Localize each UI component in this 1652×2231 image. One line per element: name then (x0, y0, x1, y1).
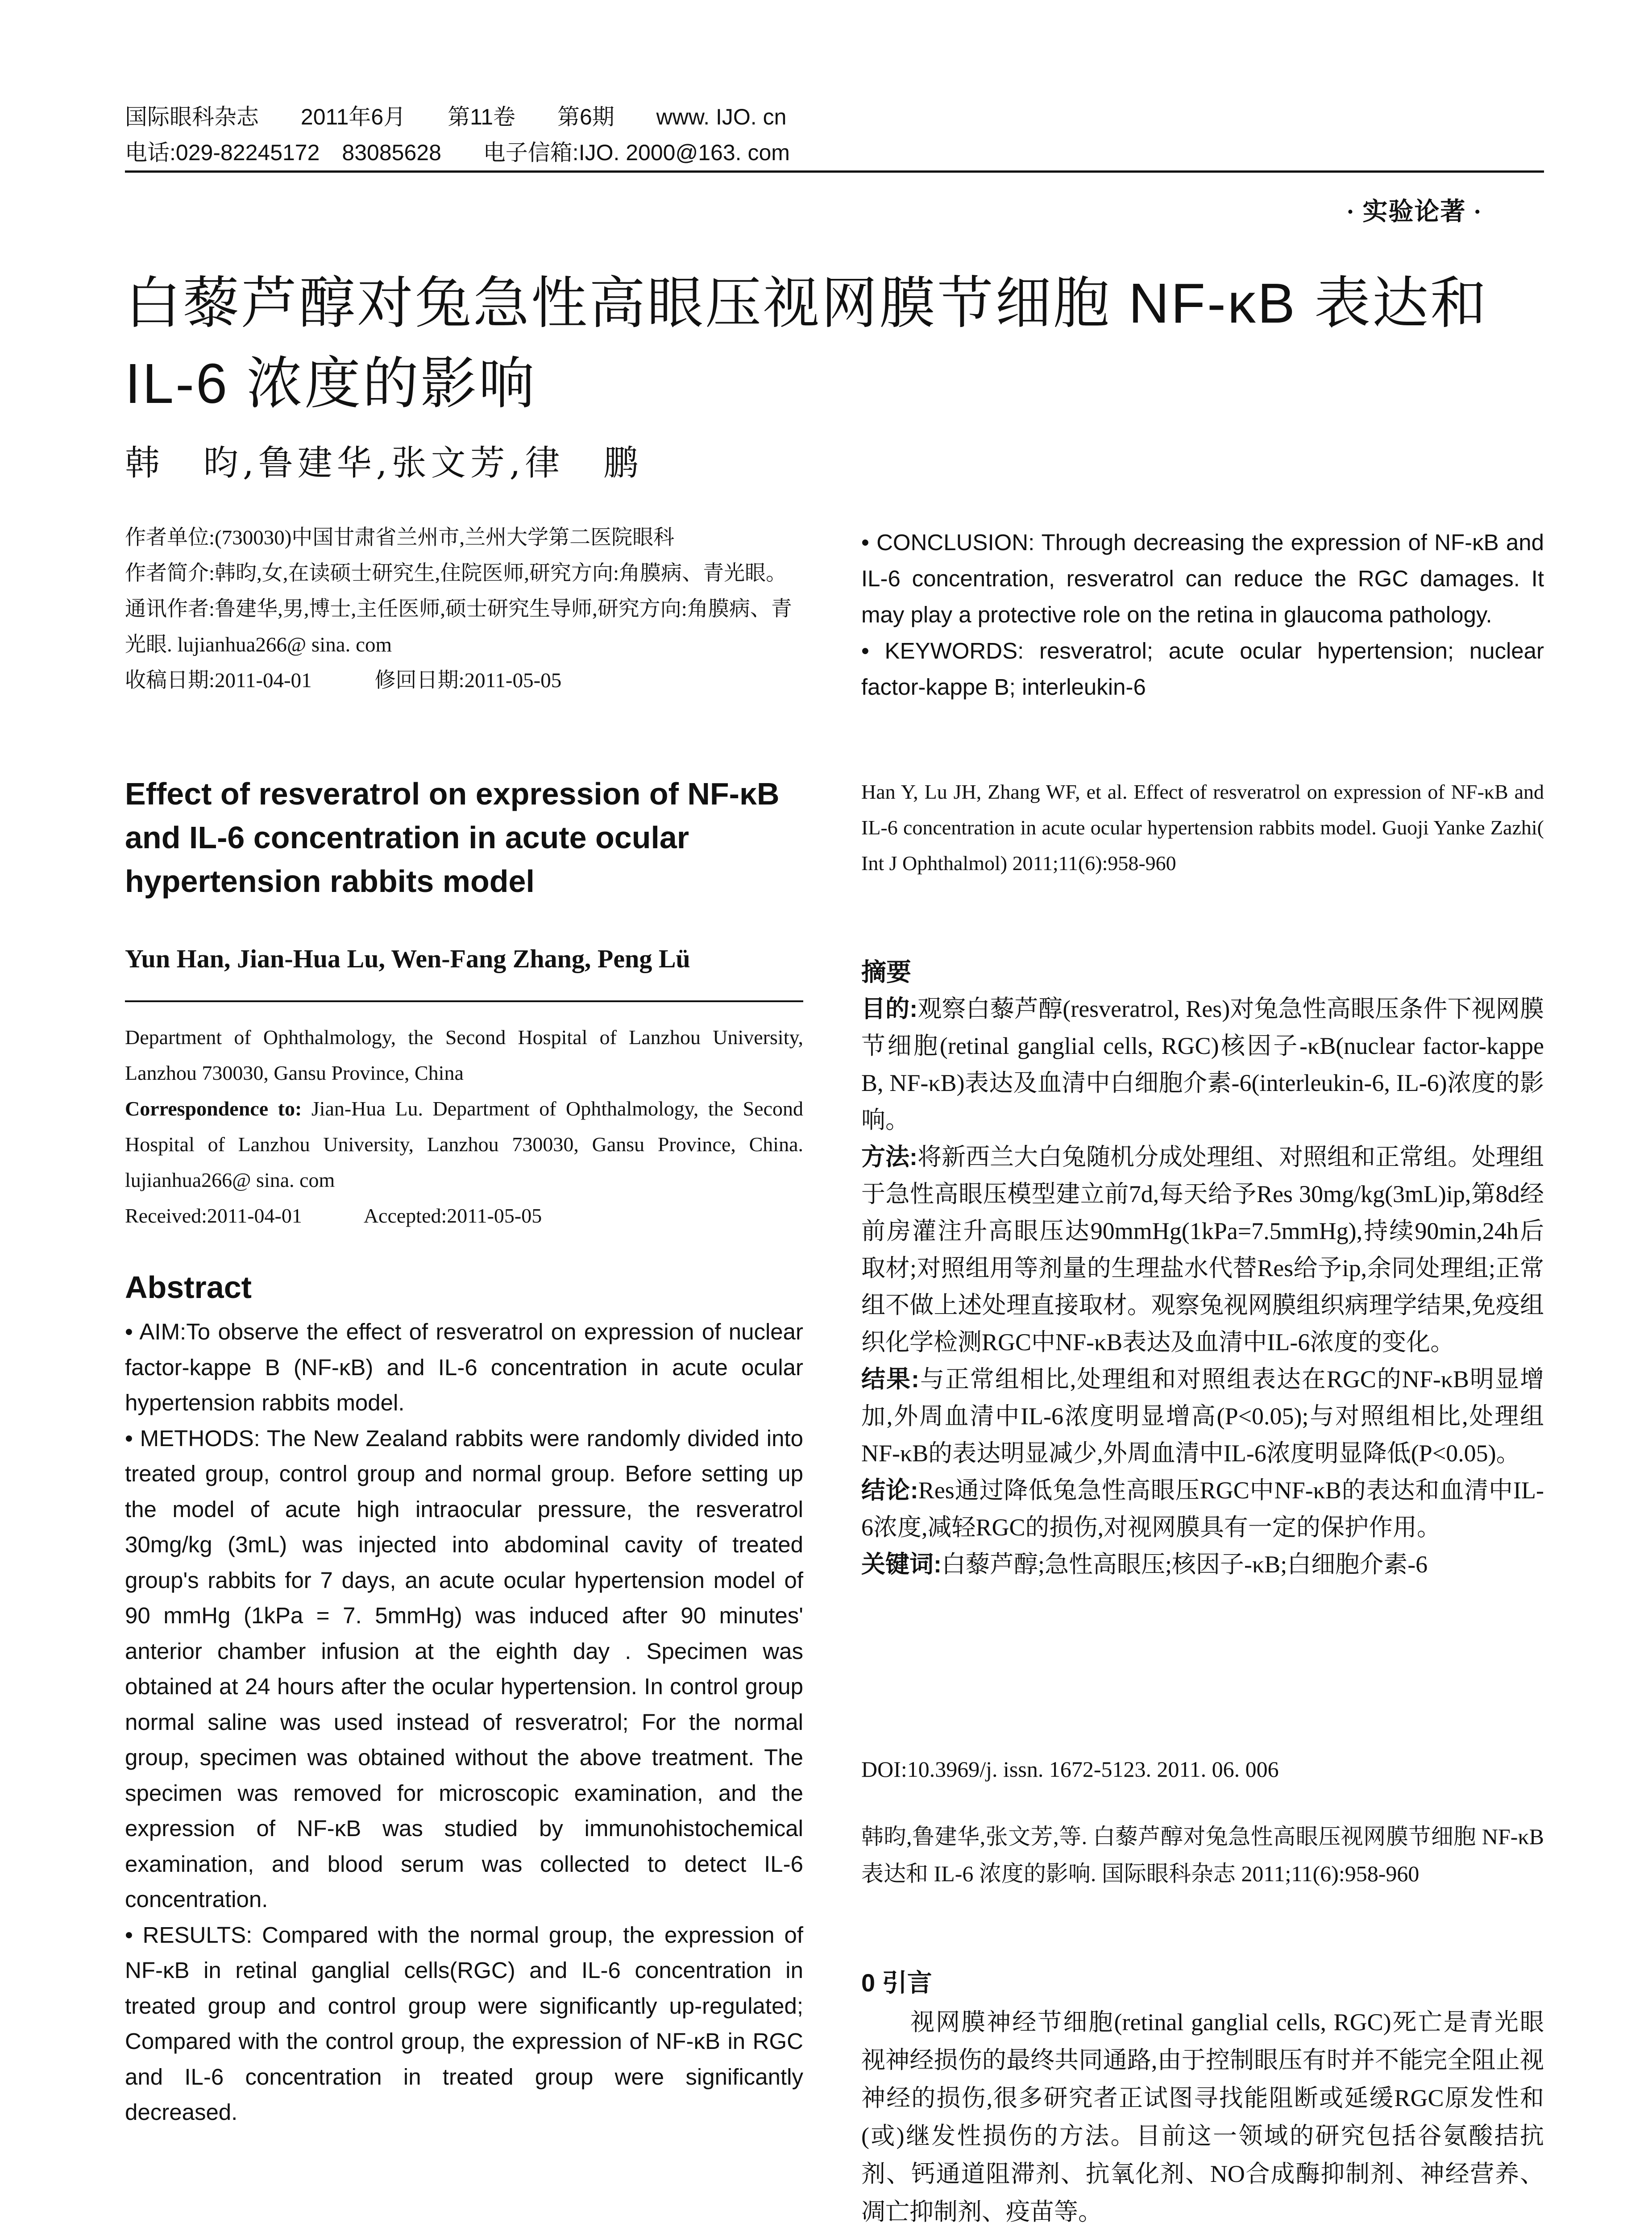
author-info (125, 520, 803, 698)
abstract-aim: • AIM:To observe the effect of resveratrol on expression of nuclear factor-kappe B (NF-κB) and IL-6 concentration in acute ocular hypertension rabbits model. (125, 1319, 803, 1415)
correspondence-en (125, 1091, 803, 1198)
doi: DOI:10.3969/j. issn. 1672-5123. 2011. 06. 006 (861, 1757, 1279, 1782)
abstract-cn-conclusion (861, 1472, 1544, 1546)
intro-heading: 0 引言 (861, 1969, 932, 1997)
abstract-en-continued (861, 524, 1544, 705)
journal-header (125, 99, 1544, 170)
conclusion-text: Res通过降低兔急性高眼压RGC中NF-κB的表达和血清中IL-6浓度,减轻RGC的损伤,对视网膜具有一定的保护作用。 (861, 1477, 1544, 1541)
methods-label: 方法: (861, 1144, 917, 1170)
keywords-text: 白藜芦醇;急性高眼压;核因子-κB;白细胞介素-6 (941, 1551, 1428, 1578)
authors-en: Yun Han, Jian-Hua Lu, Wen-Fang Zhang, Peng Lü (125, 944, 690, 973)
abstract-cn-keywords (861, 1546, 1544, 1583)
abstract-en (125, 1314, 803, 2130)
received-dates-cn: 收稿日期:2011-04-01 修回日期:2011-05-05 (125, 669, 562, 692)
correspondence-text: Jian-Hua Lu. Department of Ophthalmology, the Second Hospital of Lanzhou University, Lanzhou 730030, Gansu Province, China. lujianhua266@ sina. com (125, 1097, 803, 1191)
section-tag: · 实验论著 · (1346, 198, 1482, 226)
email: 电子信箱:IJO. 2000@163. com (483, 140, 790, 165)
journal-name: 国际眼科杂志 (125, 104, 259, 129)
authors-divider (125, 1000, 803, 1002)
citation-en: Han Y, Lu JH, Zhang WF, et al. Effect of resveratrol on expression of NF-κB and IL-6 concentration in acute ocular hypertension rabbits model. Guoji Yanke Zazhi( Int J Ophthalmol) 2011;11(6):958-960 (861, 780, 1544, 875)
department-info (125, 1020, 803, 1234)
intro-paragraph: 视网膜神经节细胞(retinal ganglial cells, RGC)死亡是青光眼视神经损伤的最终共同通路,由于控制眼压有时并不能完全阻止视神经的损伤,很多研究者正试图寻找能阻断或延缓RGC原发性和(或)继发性损伤的方法。目前这一领域的研究包括谷氨酸拮抗剂、钙通道阻滞剂、抗氧化剂、NO合成酶抑制剂、神经营养、凋亡抑制剂、疫苗等。 (861, 2009, 1544, 2225)
authors-cn: 韩 昀,鲁建华,张文芳,律 鹏 (125, 443, 643, 483)
aim-label: 目的: (861, 995, 918, 1022)
abstract-cn-aim (861, 991, 1544, 1139)
corresponding-author: 通讯作者:鲁建华,男,博士,主任医师,硕士研究生导师,研究方向:角膜病、青光眼. lujianhua266@ sina. com (125, 597, 792, 656)
abstract-cn (861, 991, 1544, 1583)
abstract-methods: • METHODS: The New Zealand rabbits were randomly divided into treated group, control group and normal group. Before setting up the model of acute high intraocular pressure, the resveratrol 30mg/kg (3mL) was injected into abdominal cavity of treated group's rabbits for 7 days, an acute ocular hypertension model of 90 mmHg (1kPa = 7. 5mmHg) was induced after 90 minutes' anterior chamber infusion at the eighth day . Specimen was obtained at 24 hours after the ocular hypertension. In control group normal saline was used instead of resveratrol; For the normal group, specimen was obtained without the above treatment. The specimen was removed for microscopic examination, and the expression of NF-κB was studied by immunohistochemical examination, and blood serum was collected to detect IL-6 concentration. (125, 1425, 803, 1912)
header-divider (125, 170, 1544, 173)
abstract-results: • RESULTS: Compared with the normal group, the expression of NF-κB in retinal ganglial cells(RGC) and IL-6 concentration in treated group and control group were significantly up-regulated; Compared with the control group, the expression of NF-κB in RGC and IL-6 concentration in treated group were significantly decreased. (125, 1922, 803, 2125)
author-bio: 作者简介:韩昀,女,在读硕士研究生,住院医师,研究方向:角膜病、青光眼。 (125, 562, 787, 585)
abstract-conclusion: • CONCLUSION: Through decreasing the expression of NF-κB and IL-6 concentration, resveratrol can reduce the RGC damages. It may play a protective role on the retina in glaucoma pathology. (861, 530, 1544, 627)
author-unit: 作者单位:(730030)中国甘肃省兰州市,兰州大学第二医院眼科 (125, 526, 675, 549)
issue: 第6期 (557, 104, 614, 129)
contact-row (125, 135, 1544, 170)
abstract-cn-results (861, 1361, 1544, 1472)
department-en: Department of Ophthalmology, the Second Hospital of Lanzhou University, Lanzhou 730030, Gansu Province, China (125, 1026, 803, 1084)
keywords-label: 关键词: (861, 1551, 942, 1578)
volume: 第11卷 (448, 104, 516, 129)
abstract-keywords: • KEYWORDS: resveratrol; acute ocular hypertension; nuclear factor-kappe B; interleukin-6 (861, 638, 1544, 700)
phone: 电话:029-82245172 83085628 (125, 140, 441, 165)
results-label: 结果: (861, 1366, 919, 1393)
website: www. IJO. cn (656, 104, 787, 129)
aim-text: 观察白藜芦醇(resveratrol, Res)对兔急性高眼压条件下视网膜节细胞(retinal ganglial cells, RGC)核因子-κB(nuclear factor-kappe B, NF-κB)表达及血清中白细胞介素-6(interleukin-6, IL-6)浓度的影响。 (861, 995, 1544, 1133)
abstract-heading: Abstract (125, 1270, 252, 1305)
results-text: 与正常组相比,处理组和对照组表达在RGC的NF-κB明显增加,外周血清中IL-6浓度明显增高(P<0.05);与对照组相比,处理组NF-κB的表达明显减少,外周血清中IL-6浓度明显降低(P<0.05)。 (861, 1366, 1544, 1467)
intro-body (861, 2003, 1544, 2231)
abstract-cn-label: 摘要 (861, 958, 911, 986)
citation-cn: 韩昀,鲁建华,张文芳,等. 白藜芦醇对兔急性高眼压视网膜节细胞 NF-κB 表达和 IL-6 浓度的影响. 国际眼科杂志 2011;11(6):958-960 (861, 1824, 1544, 1886)
received-dates-en: Received:2011-04-01 Accepted:2011-05-05 (125, 1204, 542, 1227)
issue-date: 2011年6月 (300, 104, 406, 129)
abstract-cn-methods (861, 1139, 1544, 1361)
journal-info-row (125, 99, 1544, 135)
conclusion-label: 结论: (861, 1477, 918, 1504)
paper-title-en: Effect of resveratrol on expression of NF-κB and IL-6 concentration in acute ocular hypertension rabbits model (125, 776, 780, 899)
methods-text: 将新西兰大白兔随机分成处理组、对照组和正常组。处理组于急性高眼压模型建立前7d,每天给予Res 30mg/kg(3mL)ip,第8d经前房灌注升高眼压达90mmHg(1kPa=7.5mmHg),持续90min,24h后取材;对照组用等剂量的生理盐水代替Res给予ip,余同处理组;正常组不做上述处理直接取材。观察兔视网膜组织病理学结果,免疫组织化学检测RGC中NF-κB表达及血清中IL-6浓度的变化。 (861, 1144, 1544, 1356)
correspondence-label: Correspondence to: (125, 1097, 302, 1120)
paper-title-cn: 白藜芦醇对兔急性高眼压视网膜节细胞 NF-κB 表达和 IL-6 浓度的影响 (125, 272, 1488, 415)
